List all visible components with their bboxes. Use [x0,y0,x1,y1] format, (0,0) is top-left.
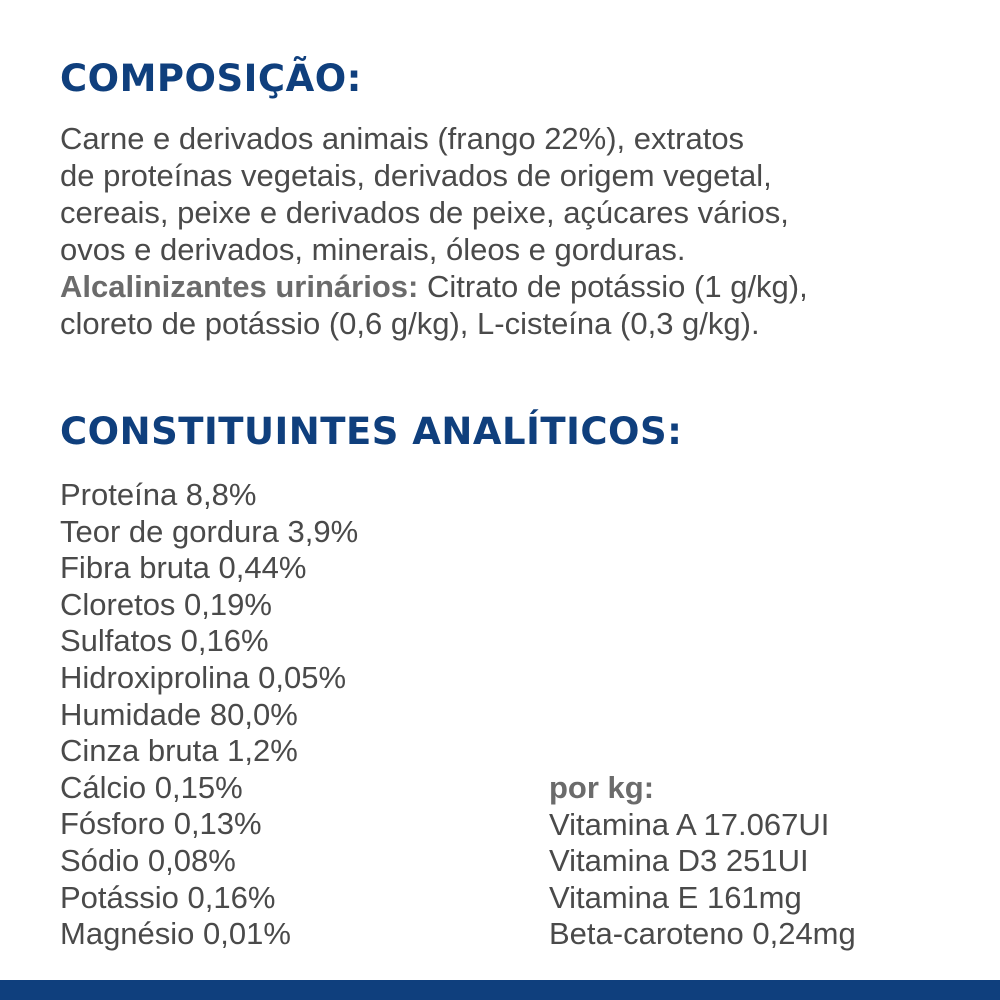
analytical-item-fat: Teor de gordura 3,9% [60,513,359,549]
composition-heading: COMPOSIÇÃO: [60,57,362,100]
bottom-brand-bar [0,980,1000,1000]
analytical-item-protein: Proteína 8,8% [60,477,257,512]
vitamin-item-e: Vitamina E 161mg [549,879,802,915]
composition-line: Carne e derivados animais (frango 22%), extratos [60,121,745,156]
urinary-alkalizers-label: Alcalinizantes urinários: [60,269,419,304]
urinary-alkalizers-text: Citrato de potássio (1 g/kg), [418,269,808,304]
vitamins-per-kg-label: por kg: [549,770,655,805]
composition-text [60,120,960,342]
analytical-item-potassium: Potássio 0,16% [60,879,276,915]
analytical-constituents-heading: CONSTITUINTES ANALÍTICOS: [60,410,683,453]
analytical-item-moisture: Humidade 80,0% [60,696,298,732]
vitamin-item-beta-carotene: Beta-caroteno 0,24mg [549,916,856,952]
vitamin-item-a: Vitamina A 17.067UI [549,806,830,842]
vitamins-list [549,770,856,953]
composition-line: ovos e derivados, minerais, óleos e gorduras. [60,232,686,267]
analytical-item-phosphorus: Fósforo 0,13% [60,806,262,842]
urinary-alkalizers-line-2: cloreto de potássio (0,6 g/kg), L-cisteína (0,3 g/kg). [60,306,760,341]
analytical-constituents-list [60,477,358,953]
analytical-item-sodium: Sódio 0,08% [60,842,236,878]
analytical-item-chlorides: Cloretos 0,19% [60,586,272,622]
analytical-item-ash: Cinza bruta 1,2% [60,733,298,769]
analytical-item-calcium: Cálcio 0,15% [60,769,243,805]
composition-line: de proteínas vegetais, derivados de origem vegetal, [60,158,772,193]
analytical-item-hydroxyproline: Hidroxiprolina 0,05% [60,659,347,695]
analytical-item-magnesium: Magnésio 0,01% [60,916,291,952]
urinary-alkalizers-line [60,268,960,305]
analytical-item-sulphates: Sulfatos 0,16% [60,623,269,659]
analytical-item-fibre: Fibra bruta 0,44% [60,550,307,586]
vitamin-item-d3: Vitamina D3 251UI [549,843,809,879]
composition-line: cereais, peixe e derivados de peixe, açúcares vários, [60,195,789,230]
